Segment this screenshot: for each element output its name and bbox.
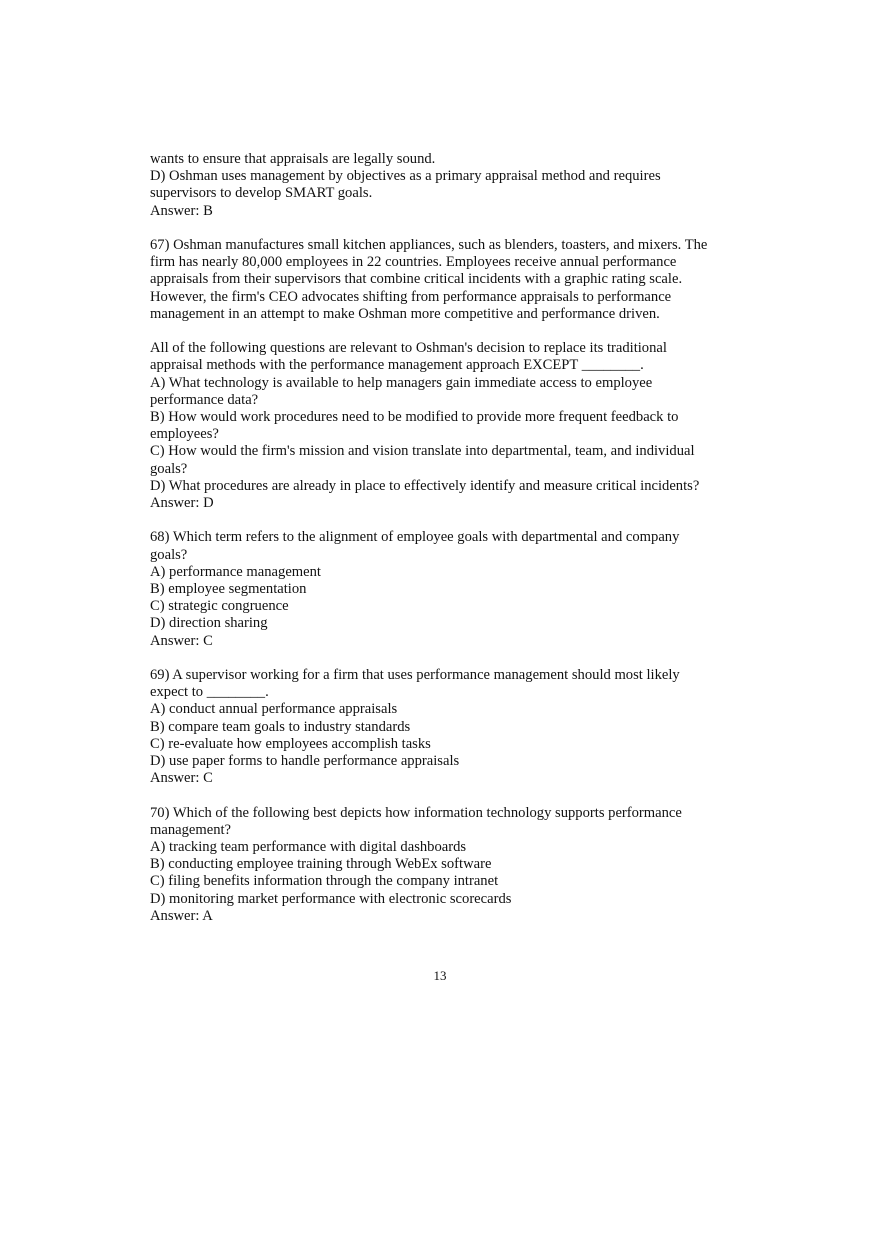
question-66-continuation bbox=[150, 151, 730, 220]
scenario-line: 67) Oshman manufactures small kitchen appliances, such as blenders, toasters, and mixers. The bbox=[150, 237, 708, 253]
option-line: B) employee segmentation bbox=[150, 581, 307, 598]
scenario-line: management in an attempt to make Oshman more competitive and performance driven. bbox=[150, 305, 660, 322]
question-text-line: 68) Which term refers to the alignment of employee goals with departmental and company bbox=[150, 529, 680, 546]
option-line: D) direction sharing bbox=[150, 615, 268, 632]
answer-line: Answer: C bbox=[150, 632, 213, 649]
question-text-line: goals? bbox=[150, 546, 188, 563]
option-line: A) What technology is available to help managers gain immediate access to employee bbox=[150, 374, 653, 391]
option-line: D) monitoring market performance with electronic scorecards bbox=[150, 890, 512, 907]
answer-line: Answer: A bbox=[150, 907, 213, 924]
question-67 bbox=[150, 237, 730, 512]
option-line: A) performance management bbox=[150, 563, 321, 580]
spacer bbox=[150, 787, 730, 804]
option-line: C) filing benefits information through the company intranet bbox=[150, 873, 499, 890]
answer-line: Answer: C bbox=[150, 770, 213, 787]
option-line: D) Oshman uses management by objectives as a primary appraisal method and requires bbox=[150, 168, 661, 185]
scenario-line: firm has nearly 80,000 employees in 22 countries. Employees receive annual performance bbox=[150, 254, 677, 271]
answer-line: Answer: D bbox=[150, 495, 214, 512]
option-line: A) conduct annual performance appraisals bbox=[150, 701, 398, 718]
question-70 bbox=[150, 805, 730, 925]
answer-line: Answer: B bbox=[150, 202, 213, 219]
option-line: C) re-evaluate how employees accomplish tasks bbox=[150, 735, 431, 752]
question-text-line: expect to ________. bbox=[150, 684, 269, 701]
question-68 bbox=[150, 529, 730, 649]
option-line: goals? bbox=[150, 460, 188, 477]
spacer bbox=[150, 220, 730, 237]
option-line: B) conducting employee training through WebEx software bbox=[150, 856, 492, 873]
question-text-line: management? bbox=[150, 821, 232, 838]
question-text-line: All of the following questions are relevant to Oshman's decision to replace its traditional bbox=[150, 340, 667, 357]
question-text-line: appraisal methods with the performance management approach EXCEPT ________. bbox=[150, 357, 644, 374]
option-line: B) How would work procedures need to be modified to provide more frequent feedback to bbox=[150, 409, 679, 426]
page-number: 13 bbox=[433, 968, 447, 983]
option-line: C) How would the firm's mission and vision translate into departmental, team, and individual bbox=[150, 443, 695, 460]
page-content bbox=[150, 151, 730, 925]
question-text-line: 69) A supervisor working for a firm that uses performance management should most likely bbox=[150, 667, 680, 684]
question-text-line: wants to ensure that appraisals are legally sound. bbox=[150, 151, 436, 167]
option-line: D) What procedures are already in place to effectively identify and measure critical incidents? bbox=[150, 477, 700, 494]
option-line: B) compare team goals to industry standards bbox=[150, 718, 411, 735]
option-line: employees? bbox=[150, 426, 219, 443]
question-69 bbox=[150, 667, 730, 787]
spacer bbox=[150, 650, 730, 667]
spacer bbox=[150, 323, 730, 340]
option-line: D) use paper forms to handle performance appraisals bbox=[150, 753, 460, 770]
option-line: supervisors to develop SMART goals. bbox=[150, 185, 373, 202]
question-text-line: 70) Which of the following best depicts how information technology supports performance bbox=[150, 804, 682, 821]
spacer bbox=[150, 512, 730, 529]
option-line: C) strategic congruence bbox=[150, 598, 289, 615]
scenario-line: appraisals from their supervisors that combine critical incidents with a graphic rating scale. bbox=[150, 271, 683, 288]
option-line: performance data? bbox=[150, 391, 259, 408]
scenario-line: However, the firm's CEO advocates shifting from performance appraisals to performance bbox=[150, 288, 672, 305]
option-line: A) tracking team performance with digital dashboards bbox=[150, 839, 467, 856]
